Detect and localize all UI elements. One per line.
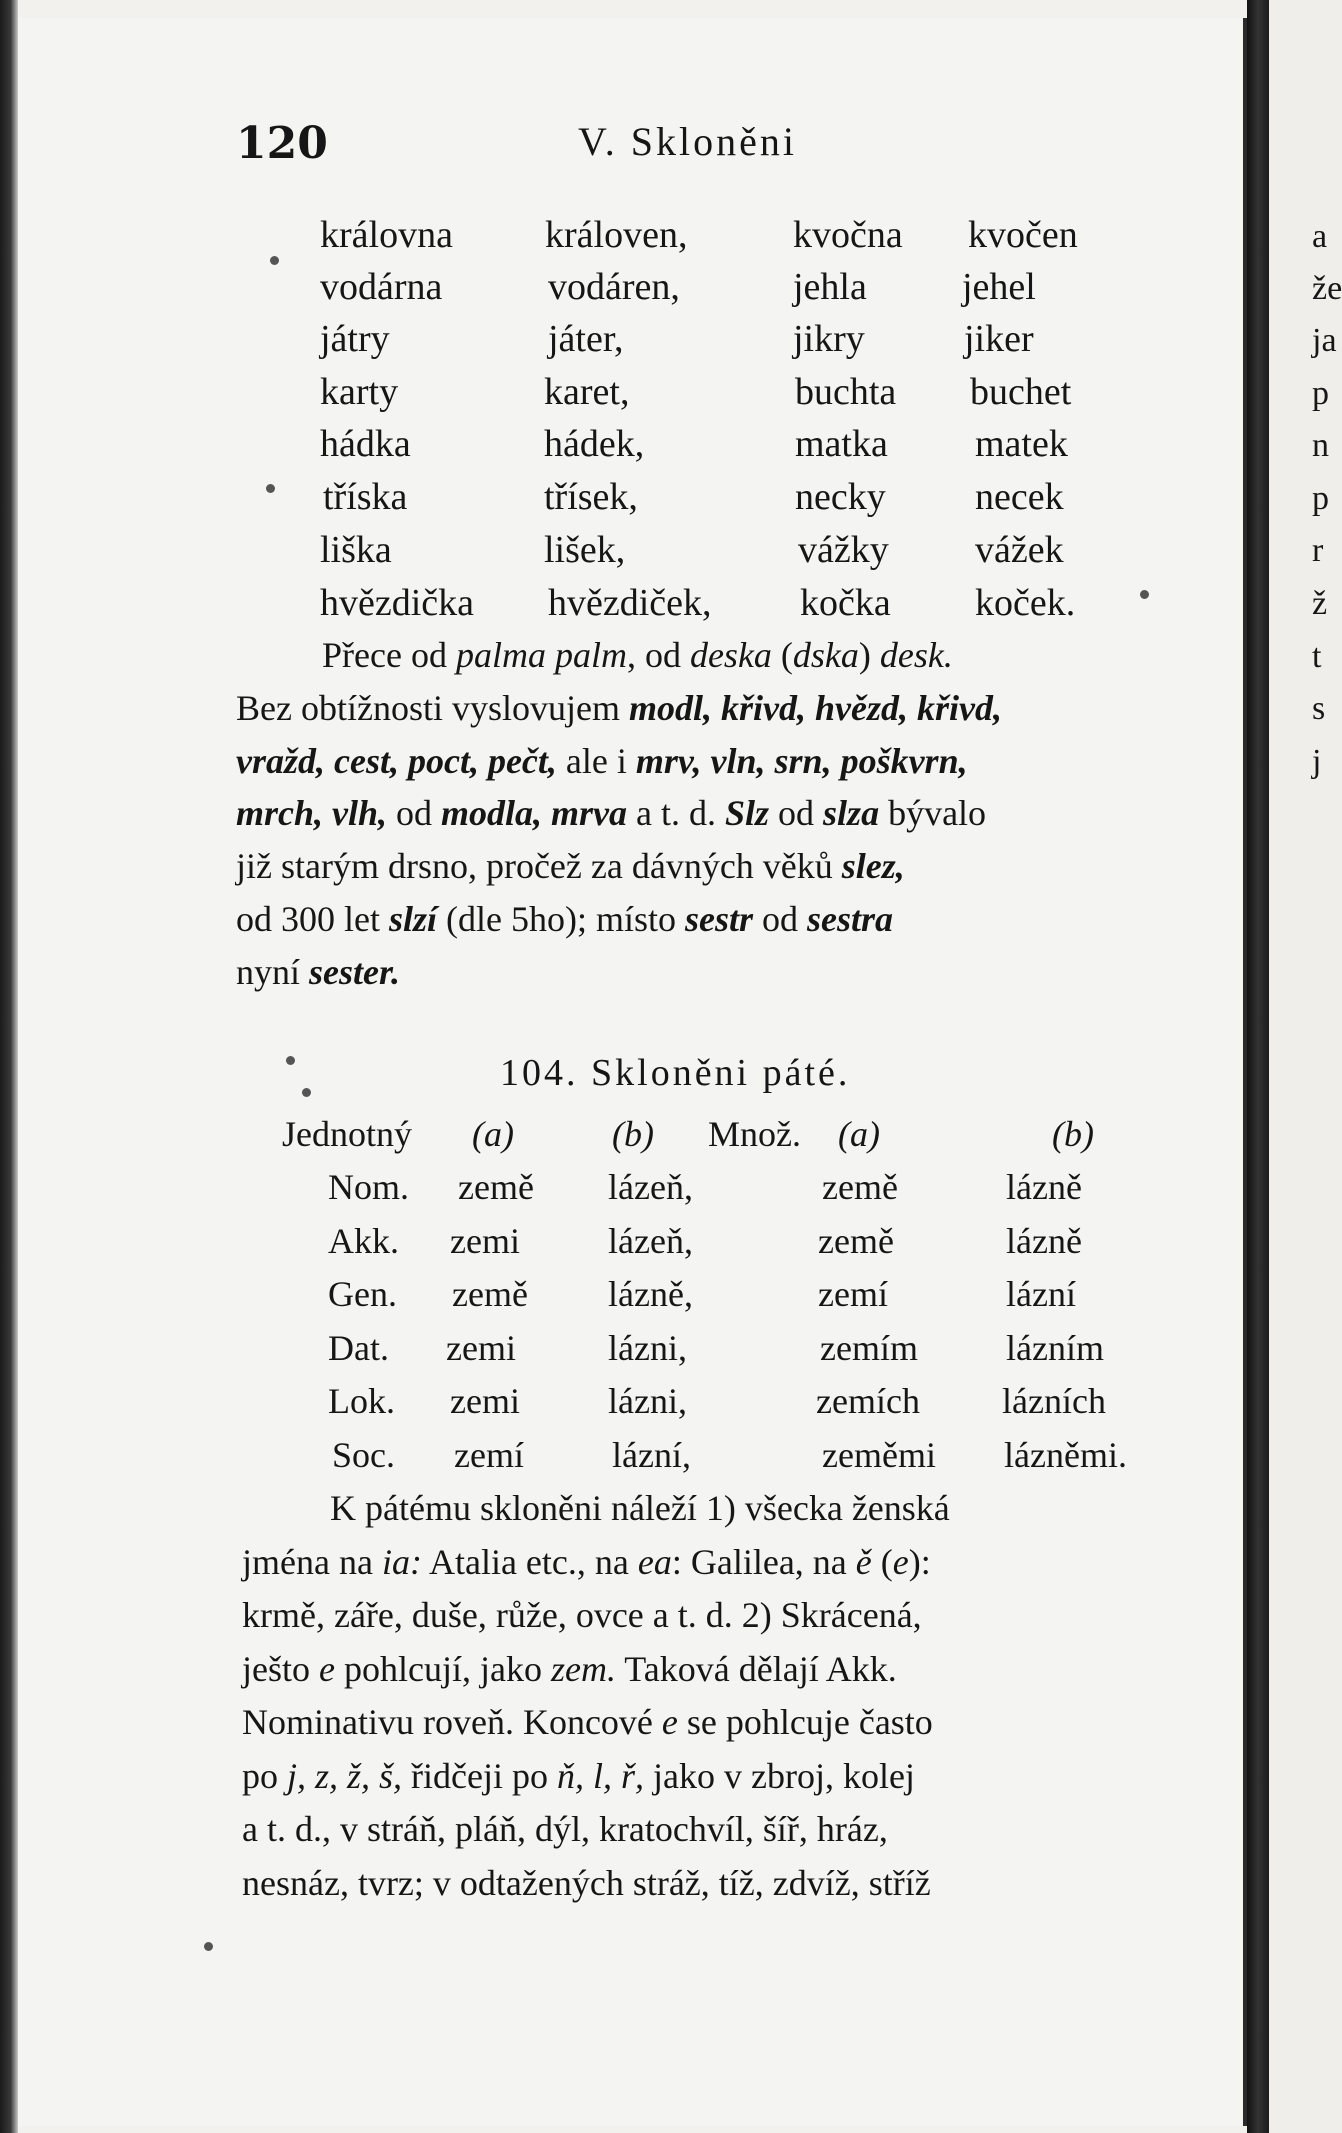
table-header-singular: Jednotný — [282, 1114, 412, 1154]
word-nominative: játry — [320, 318, 390, 360]
case-label: Lok. — [328, 1381, 395, 1421]
case-label: Akk. — [328, 1221, 399, 1261]
italic-word: deska — [689, 635, 772, 675]
italic-word: slzí — [388, 899, 438, 939]
margin-letter: že — [1312, 270, 1342, 307]
table-header-col-a: (a) — [472, 1114, 514, 1154]
table-cell: země — [452, 1274, 528, 1314]
word-genitive-plural: jehel — [962, 266, 1036, 308]
italic-word: j, z, ž, š, — [287, 1756, 403, 1796]
word-nominative: karty — [320, 371, 399, 413]
text-line — [236, 743, 1210, 779]
table-cell: lázně, — [608, 1274, 693, 1314]
text-run: ( — [871, 1542, 893, 1582]
case-label: Soc. — [332, 1435, 395, 1475]
table-cell: země — [818, 1221, 894, 1261]
table-cell: lázně — [1006, 1221, 1082, 1261]
italic-word: sestra — [807, 899, 894, 939]
text-line — [242, 1597, 1202, 1633]
table-cell: lázních — [1002, 1381, 1106, 1421]
text-line — [236, 690, 1210, 726]
running-head: V. Skloněni — [578, 119, 797, 164]
italic-word: mrv, vln, srn, poškvrn, — [635, 741, 968, 781]
case-label: Gen. — [328, 1274, 397, 1314]
word-genitive-plural: vodáren, — [548, 266, 680, 308]
text-run: K pátému skloněni náleží 1) všecka ženská — [330, 1488, 950, 1528]
table-cell: lázeň, — [608, 1221, 693, 1261]
text-run: se pohlcuje často — [677, 1702, 933, 1742]
text-run: od 300 let — [236, 899, 389, 939]
scan-speck — [286, 1056, 295, 1065]
table-cell: zemím — [820, 1328, 918, 1368]
table-header-plural: Množ. — [708, 1114, 801, 1154]
text-run: pohlcují, jako — [334, 1649, 551, 1689]
text-line — [242, 1651, 1202, 1687]
table-cell: lázněmi. — [1004, 1435, 1127, 1475]
table-cell: lázně — [1006, 1167, 1082, 1207]
text-line — [236, 795, 1210, 831]
margin-letter: a — [1312, 218, 1328, 255]
word-nominative: kočka — [800, 582, 891, 624]
text-run: ): — [908, 1542, 931, 1582]
table-cell: lázni, — [608, 1328, 687, 1368]
text-run: Taková dělají Akk. — [615, 1649, 897, 1689]
table-cell: lázní — [1006, 1274, 1076, 1314]
text-line — [322, 637, 1202, 673]
word-nominative: liška — [320, 529, 392, 571]
margin-letter: p — [1312, 480, 1329, 517]
table-cell: zemi — [450, 1221, 520, 1261]
italic-word: e — [892, 1542, 909, 1582]
table-cell: lázni, — [608, 1381, 687, 1421]
text-run: bývalo — [879, 793, 987, 833]
text-run: Bez obtížnosti vyslovujem — [236, 688, 629, 728]
word-genitive-plural: jiker — [964, 318, 1034, 360]
italic-word: zem. — [550, 1649, 616, 1689]
margin-letter: j — [1312, 743, 1322, 780]
word-nominative: hádka — [320, 423, 411, 465]
table-header-col-b: (b) — [612, 1114, 654, 1154]
text-run: po — [242, 1756, 287, 1796]
italic-word: slza — [823, 793, 880, 833]
text-run: ) — [858, 635, 880, 675]
left-page-edge — [0, 0, 18, 2133]
text-line — [242, 1865, 1202, 1901]
text-run: od — [753, 899, 808, 939]
table-cell: zemí — [818, 1274, 888, 1314]
text-run: krmě, záře, duše, růže, ovce a t. d. 2) Skrácená, — [242, 1595, 922, 1635]
text-run: , od — [626, 635, 690, 675]
table-cell: zemí — [454, 1435, 524, 1475]
text-line — [242, 1811, 1202, 1847]
text-run: od — [387, 793, 442, 833]
table-cell: lázeň, — [608, 1167, 693, 1207]
text-run: (dle 5ho); místo — [437, 899, 685, 939]
italic-word: ea — [637, 1542, 672, 1582]
text-line — [236, 901, 1210, 937]
word-genitive-plural: koček. — [975, 582, 1076, 624]
text-run: řidčeji po — [402, 1756, 557, 1796]
word-nominative: matka — [795, 423, 888, 465]
word-nominative: královna — [320, 214, 453, 256]
table-cell: lázním — [1006, 1328, 1104, 1368]
word-genitive-plural: královen, — [545, 214, 688, 256]
word-genitive-plural: hádek, — [544, 423, 645, 465]
case-label: Dat. — [328, 1328, 389, 1368]
text-run: nesnáz, tvrz; v odtažených stráž, tíž, zdvíž, stříž — [242, 1863, 931, 1903]
italic-word: dska — [792, 635, 859, 675]
word-nominative: jikry — [793, 318, 865, 360]
text-line — [242, 1544, 1202, 1580]
italic-word: sester. — [309, 952, 401, 992]
word-genitive-plural: matek — [975, 423, 1068, 465]
section-title: 104. Skloněni páté. — [500, 1052, 851, 1094]
table-cell: zemi — [446, 1328, 516, 1368]
word-genitive-plural: necek — [975, 476, 1064, 518]
italic-word: ě — [855, 1542, 872, 1582]
scan-speck — [266, 484, 275, 493]
text-run: jako v zbroj, kolej — [644, 1756, 915, 1796]
word-genitive-plural: karet, — [544, 371, 630, 413]
italic-word: sestr — [685, 899, 754, 939]
margin-letter: ja — [1312, 322, 1337, 359]
text-run: a t. d. — [627, 793, 725, 833]
table-cell: zemi — [450, 1381, 520, 1421]
word-nominative: buchta — [795, 371, 897, 413]
text-run: od — [769, 793, 824, 833]
text-run: : Galilea, na — [671, 1542, 856, 1582]
next-page-edge — [1269, 0, 1342, 2133]
italic-word: ia: — [381, 1542, 422, 1582]
word-genitive-plural: kvočen — [968, 214, 1078, 256]
word-genitive-plural: buchet — [970, 371, 1072, 413]
italic-word: mrch, vlh, — [236, 793, 388, 833]
scan-speck — [204, 1942, 213, 1951]
text-line — [242, 1704, 1202, 1740]
table-cell: zemích — [816, 1381, 920, 1421]
italic-word: modla, mrva — [441, 793, 628, 833]
scan-speck — [302, 1088, 311, 1097]
word-nominative: vážky — [798, 529, 889, 571]
word-genitive-plural: hvězdiček, — [548, 582, 712, 624]
text-run: Přece od — [322, 635, 456, 675]
page-number: 120 — [236, 118, 328, 169]
margin-letter: p — [1312, 375, 1329, 412]
scan-speck — [1140, 590, 1149, 599]
text-run: a t. d., v stráň, pláň, dýl, kratochvíl, šíř, hráz, — [242, 1809, 888, 1849]
table-cell: zeměmi — [822, 1435, 936, 1475]
text-run: nyní — [236, 952, 310, 992]
word-nominative: necky — [795, 476, 886, 518]
text-line — [330, 1490, 1202, 1526]
word-nominative: hvězdička — [320, 582, 475, 624]
italic-word: e — [661, 1702, 678, 1742]
table-header-col-b: (b) — [1052, 1114, 1094, 1154]
text-run: ( — [771, 635, 793, 675]
text-line — [236, 954, 1210, 990]
italic-word: ň, l, ř, — [556, 1756, 644, 1796]
word-nominative: jehla — [793, 266, 867, 308]
table-cell: lázní, — [612, 1435, 691, 1475]
word-genitive-plural: vážek — [975, 529, 1064, 571]
margin-letter: r — [1312, 532, 1324, 569]
table-cell: země — [458, 1167, 534, 1207]
italic-word: modl, křivd, hvězd, křivd, — [628, 688, 1002, 728]
italic-word: palma palm — [455, 635, 627, 675]
text-run: již starým drsno, pročež za dávných věků — [236, 846, 842, 886]
text-run: Atalia etc., na — [421, 1542, 638, 1582]
word-genitive-plural: játer, — [548, 318, 624, 360]
italic-word: desk. — [879, 635, 953, 675]
book-gutter — [1247, 0, 1269, 2133]
word-nominative: vodárna — [320, 266, 443, 308]
italic-word: Slz — [725, 793, 770, 833]
case-label: Nom. — [328, 1167, 409, 1207]
italic-word: e — [319, 1649, 335, 1689]
margin-letter: n — [1312, 427, 1329, 464]
text-line — [242, 1758, 1202, 1794]
text-run: ješto — [242, 1649, 319, 1689]
text-line — [236, 848, 1210, 884]
text-run: Nominativu roveň. Koncové — [242, 1702, 662, 1742]
word-nominative: tříska — [323, 476, 408, 518]
table-header-col-a: (a) — [838, 1114, 880, 1154]
word-nominative: kvočna — [793, 214, 903, 256]
word-genitive-plural: lišek, — [544, 529, 626, 571]
table-cell: země — [822, 1167, 898, 1207]
word-genitive-plural: třísek, — [544, 476, 638, 518]
italic-word: slez, — [841, 846, 905, 886]
text-run: jména na — [242, 1542, 382, 1582]
margin-letter: s — [1312, 690, 1326, 727]
margin-letter: t — [1312, 638, 1322, 675]
scan-speck — [270, 256, 279, 265]
margin-letter: ž — [1312, 585, 1328, 622]
text-run: ale i — [556, 741, 636, 781]
italic-word: vražd, cest, poct, pečt, — [236, 741, 557, 781]
